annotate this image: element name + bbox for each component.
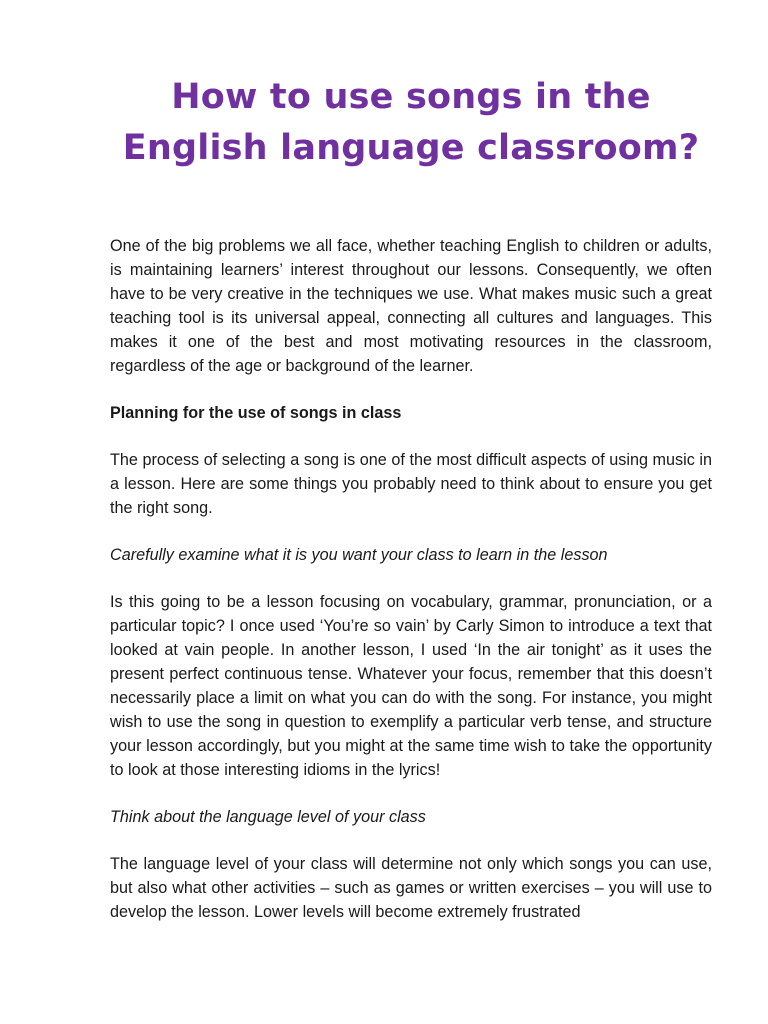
document-title: How to use songs in the English language classroom?	[122, 77, 700, 168]
subheading-language-level: Think about the language level of your class	[110, 808, 426, 826]
intro-paragraph: One of the big problems we all face, whether teaching English to children or adults, is maintaining learners’ interest throughout our lessons. Consequently, we often have to be very creative in the techniques we use. What makes music such a great teaching tool is its universal appeal, connecting all cultures and languages. This makes it one of the best and most motivating resources in the classroom, regardless of the age or background of the learner.	[110, 237, 712, 375]
subheading-learning-goal: Carefully examine what it is you want your class to learn in the lesson	[110, 546, 608, 564]
language-level-paragraph: The language level of your class will determine not only which songs you can use, but also what other activities – such as games or written exercises – you will use to develop the lesson. Lower levels will become extremely frustrated	[110, 855, 712, 921]
document-page	[110, 72, 712, 947]
learning-goal-paragraph: Is this going to be a lesson focusing on vocabulary, grammar, pronunciation, or a particular topic? I once used ‘You’re so vain’ by Carly Simon to introduce a text that looked at vain people. In another lesson, I used ‘In the air tonight’ as it uses the present perfect continuous tense. Whatever your focus, remember that this doesn’t necessarily place a limit on what you can do with the song. For instance, you might wish to use the song in question to exemplify a particular verb tense, and structure your lesson accordingly, but you might at the same time wish to take the opportunity to look at those interesting idioms in the lyrics!	[110, 593, 712, 779]
section-heading: Planning for the use of songs in class	[110, 404, 402, 422]
section-intro-paragraph: The process of selecting a song is one of the most difficult aspects of using music in a lesson. Here are some things you probably need to think about to ensure you get the right song.	[110, 451, 712, 517]
